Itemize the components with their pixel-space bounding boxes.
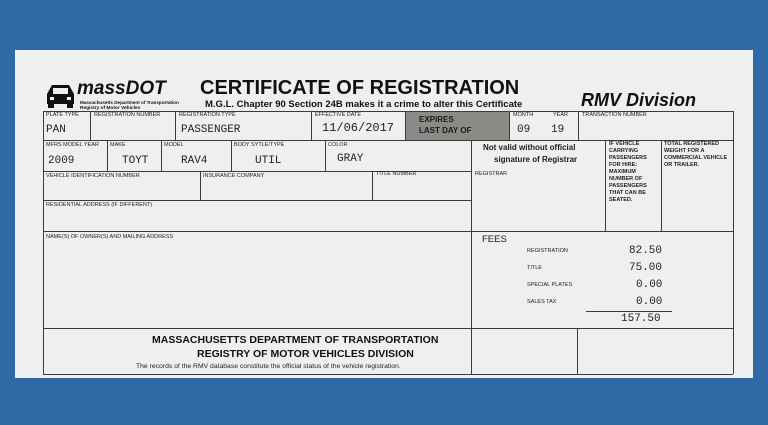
grid-line <box>578 111 579 140</box>
effective-date-value: 11/06/2017 <box>322 121 395 135</box>
vin-label: VEHICLE IDENTIFICATION NUMBER <box>46 173 140 179</box>
month-label: MONTH <box>513 112 534 118</box>
model-year-value: 2009 <box>48 155 75 167</box>
fees-heading: FEES <box>482 234 507 245</box>
note-line: IF VEHICLE <box>609 141 640 147</box>
fee-label-registration: REGISTRATION <box>527 248 568 254</box>
registration-certificate <box>15 50 753 378</box>
fee-amount-sales-tax: 0.00 <box>636 296 663 308</box>
not-valid-notice-1: Not valid without official <box>483 143 576 152</box>
registration-type-value: PASSENGER <box>181 124 241 136</box>
grid-line <box>161 140 162 171</box>
legal-warning: M.G.L. Chapter 90 Section 24B makes it a crime to alter this Certificate <box>205 99 523 110</box>
last-day-label: LAST DAY OF <box>419 126 472 135</box>
note-line: PASSENGERS <box>609 183 647 189</box>
body-style-value: UTIL <box>255 155 282 167</box>
grid-line <box>325 140 326 171</box>
grid-line <box>661 140 662 231</box>
footer-line-2: REGISTRY OF MOTOR VEHICLES DIVISION <box>197 348 414 360</box>
grid-line <box>605 140 606 231</box>
expires-box <box>406 112 509 140</box>
note-line: COMMERCIAL VEHICLE <box>664 155 728 161</box>
insurance-label: INSURANCE COMPANY <box>203 173 265 179</box>
fee-amount-special-plates: 0.00 <box>636 279 663 291</box>
grid-line <box>43 111 44 374</box>
grid-line <box>733 111 734 374</box>
document-title: CERTIFICATE OF REGISTRATION <box>200 77 520 99</box>
not-valid-notice-2: signature of Registrar <box>494 155 578 164</box>
model-year-label: MFRS MODEL YEAR <box>46 142 99 148</box>
title-number-label: TITLE NUMBER <box>376 171 417 177</box>
fee-amount-title: 75.00 <box>629 262 663 274</box>
make-value: TOYT <box>122 155 149 167</box>
grid-line <box>43 374 733 375</box>
body-style-label: BODY SYTLE/TYPE <box>234 142 285 148</box>
fees-total-rule <box>586 311 672 312</box>
residential-address-label: RESIDENTIAL ADDRESS (IF DIFFERENT) <box>46 202 153 208</box>
expires-label: EXPIRES <box>419 115 454 124</box>
grid-line <box>372 171 373 200</box>
logo-text: massDOT <box>77 78 166 99</box>
note-line: NUMBER OF <box>609 176 643 182</box>
year-value: 19 <box>551 124 565 136</box>
registrar-label: REGISTRAR <box>475 171 508 177</box>
car-icon <box>43 80 77 110</box>
grid-line <box>175 111 176 140</box>
effective-date-label: EFFECTIVE DATE <box>315 112 362 118</box>
fee-label-title: TITLE <box>527 265 542 271</box>
fees-total: 157.50 <box>621 313 661 325</box>
fee-label-special-plates: SPECIAL PLATES <box>527 282 573 288</box>
note-line: TOTAL REGISTERED <box>664 141 720 147</box>
grid-line <box>43 328 733 329</box>
year-label: YEAR <box>553 112 568 118</box>
grid-line <box>471 140 472 374</box>
grid-line <box>43 231 733 232</box>
grid-line <box>577 328 578 374</box>
model-value: RAV4 <box>181 155 208 167</box>
grid-line <box>90 111 91 140</box>
logo-subtitle-2: Registry of Motor Vehicles <box>80 106 141 111</box>
note-line: CARRYING <box>609 148 639 154</box>
plate-type-value: PAN <box>46 124 66 136</box>
footer-line-1: MASSACHUSETTS DEPARTMENT OF TRANSPORTATION <box>152 334 439 346</box>
rmv-division: RMV Division <box>581 90 697 110</box>
grid-line <box>231 140 232 171</box>
note-line: OR TRAILER. <box>664 162 700 168</box>
color-value: GRAY <box>337 153 364 165</box>
make-label: MAKE <box>110 142 126 148</box>
registration-type-label: REGISTRATION TYPE <box>179 112 236 118</box>
note-line: PASSENGERS <box>609 155 647 161</box>
fee-amount-registration: 82.50 <box>629 245 663 257</box>
logo-subtitle-1: Massachusetts Department of Transportation <box>80 100 179 105</box>
note-line: WEIGHT FOR A <box>664 148 705 154</box>
massdot-logo <box>43 78 183 114</box>
note-line: FOR HIRE: <box>609 162 638 168</box>
model-label: MODEL <box>164 142 184 148</box>
plate-type-label: PLATE TYPE <box>46 112 79 118</box>
color-label: COLOR <box>328 142 348 148</box>
footer-line-3: The records of the RMV database constitute the official status of the vehicle registration. <box>136 363 401 370</box>
grid-line <box>509 111 510 140</box>
note-line: MAXIMUM <box>609 169 636 175</box>
fee-label-sales-tax: SALES TAX <box>527 299 557 305</box>
note-line: THAT CAN BE <box>609 190 646 196</box>
registration-number-label: REGISTRATION NUMBER <box>94 112 161 118</box>
owners-label: NAME(S) OF OWNER(S) AND MAILING ADDRESS <box>46 234 174 240</box>
grid-line <box>200 171 201 200</box>
month-value: 09 <box>517 124 531 136</box>
grid-line <box>43 200 471 201</box>
note-line: SEATED. <box>609 197 633 203</box>
grid-line <box>107 140 108 171</box>
grid-line <box>311 111 312 140</box>
transaction-number-label: TRANSACTION NUMBER <box>582 112 647 118</box>
